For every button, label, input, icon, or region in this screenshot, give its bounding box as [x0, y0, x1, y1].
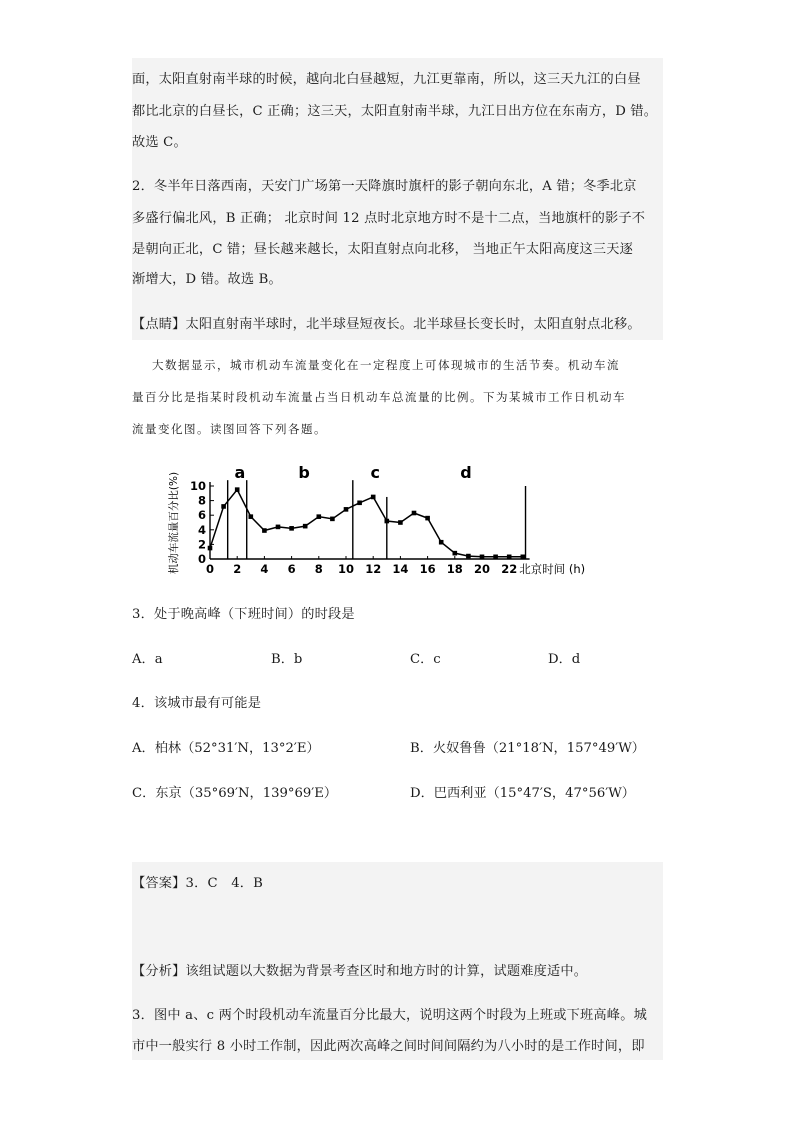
data-point	[480, 555, 485, 560]
data-point	[221, 504, 226, 509]
x-tick-label-6: 12	[365, 562, 382, 576]
x-tick-label-7: 14	[392, 562, 409, 576]
y-tick-label-0: 0	[197, 552, 206, 566]
explanation2-line-2: 多盛行偏北风，B 正确； 北京时间 12 点时北京地方时不是十二点，当地旗杆的影子不	[132, 211, 646, 226]
data-point	[439, 540, 444, 545]
explanation1-line-3: 故选 C。	[132, 135, 187, 150]
y-tick-label-1: 2	[197, 537, 206, 552]
data-point	[385, 519, 390, 524]
data-point	[262, 528, 267, 533]
data-point	[398, 520, 403, 525]
x-tick-label-0: 0	[205, 562, 215, 576]
q4-option-d: D．巴西利亚（15°47′S，47°56′W）	[410, 786, 635, 801]
data-point	[412, 511, 417, 516]
y-tick-label-4: 8	[197, 493, 206, 508]
q4-option-b: B．火奴鲁鲁（21°18′N，157°49′W）	[410, 741, 645, 756]
q3-option-a: A．a	[132, 652, 163, 667]
data-point	[208, 546, 213, 551]
intro-line-1: 大数据显示，城市机动车流量变化在一定程度上可体现城市的生活节奏。机动车流	[152, 358, 620, 372]
y-tick-label-3: 6	[197, 508, 206, 523]
explanation1-line-1: 面，太阳直射南半球的时候，越向北白昼越短，九江更靠南，所以，这三天九江的白昼	[132, 72, 641, 87]
q4-stem: 4．该城市最有可能是	[132, 696, 262, 711]
x-axis-label: 北京时间 (h)	[519, 562, 586, 576]
data-point	[357, 500, 362, 505]
segment-label-c: c	[370, 463, 380, 482]
data-point	[507, 555, 512, 560]
data-point	[303, 524, 308, 529]
answer-line: 【答案】3．C 4．B	[132, 876, 264, 891]
data-point	[371, 495, 376, 500]
q3-stem: 3．处于晚高峰（下班时间）的时段是	[132, 607, 355, 622]
q3-option-d: D．d	[548, 652, 581, 667]
x-tick-label-4: 8	[314, 562, 323, 576]
x-tick-label-5: 10	[337, 562, 355, 576]
data-point	[453, 551, 458, 556]
q3-option-b: B．b	[271, 652, 303, 667]
y-tick-label-2: 4	[197, 522, 206, 537]
data-point	[521, 555, 526, 560]
segment-label-a: a	[234, 463, 246, 482]
data-point	[466, 554, 471, 559]
data-point	[235, 487, 240, 492]
data-point	[276, 525, 281, 530]
explanation2-line-1: 2．冬半年日落西南，天安门广场第一天降旗时旗杆的影子朝向东北，A 错；冬季北京	[132, 179, 637, 194]
explanation2-line-3: 是朝向正北，C 错；昼长越来越长，太阳直射点向北移， 当地正午太阳高度这三天逐	[132, 242, 634, 257]
segment-label-d: d	[460, 463, 472, 482]
data-point	[249, 514, 254, 519]
x-tick-label-1: 2	[233, 562, 242, 576]
intro-line-2: 量百分比是指某时段机动车流量占当日机动车总流量的比例。下为某城市工作日机动车	[132, 390, 626, 404]
analysis-line: 【分析】该组试题以大数据为背景考查区时和地方时的计算，试题难度适中。	[132, 964, 588, 979]
data-point	[493, 555, 498, 560]
x-tick-label-11: 22	[501, 562, 518, 576]
x-tick-label-3: 6	[287, 562, 296, 576]
traffic-chart	[160, 462, 620, 582]
data-point	[289, 526, 294, 531]
explanation3-line-1: 3．图中 a、c 两个时段机动车流量百分比最大，说明这两个时段为上班或下班高峰。城	[132, 1008, 647, 1023]
data-point	[425, 516, 430, 521]
explanation1-line-2: 都比北京的白昼长，C 正确；这三天，太阳直射南半球，九江日出方位在东南方，D 错。	[132, 104, 658, 119]
tip-line: 【点睛】太阳直射南半球时，北半球昼短夜长。北半球昼长变长时，太阳直射点北移。	[132, 317, 641, 332]
x-tick-label-10: 20	[473, 562, 491, 576]
explanation3-line-2: 市中一般实行 8 小时工作制，因此两次高峰之间时间间隔约为八小时的是工作时间，即	[132, 1039, 645, 1054]
data-point	[330, 517, 335, 522]
y-axis-label: 机动车流量百分比(%)	[168, 471, 180, 575]
q4-option-a: A．柏林（52°31′N，13°2′E）	[132, 741, 320, 756]
series-line	[210, 490, 523, 557]
explanation2-line-4: 渐增大，D 错。故选 B。	[132, 272, 282, 287]
intro-line-3: 流量变化图。读图回答下列各题。	[132, 422, 327, 436]
data-point	[317, 514, 322, 519]
x-tick-label-9: 18	[446, 562, 463, 576]
x-tick-label-8: 16	[419, 562, 436, 576]
q3-option-c: C．c	[410, 652, 441, 667]
y-tick-label-5: 10	[189, 479, 206, 493]
segment-label-b: b	[298, 463, 310, 482]
x-tick-label-2: 4	[260, 562, 269, 576]
data-point	[344, 507, 349, 512]
q4-option-c: C．东京（35°69′N，139°69′E）	[132, 786, 338, 801]
